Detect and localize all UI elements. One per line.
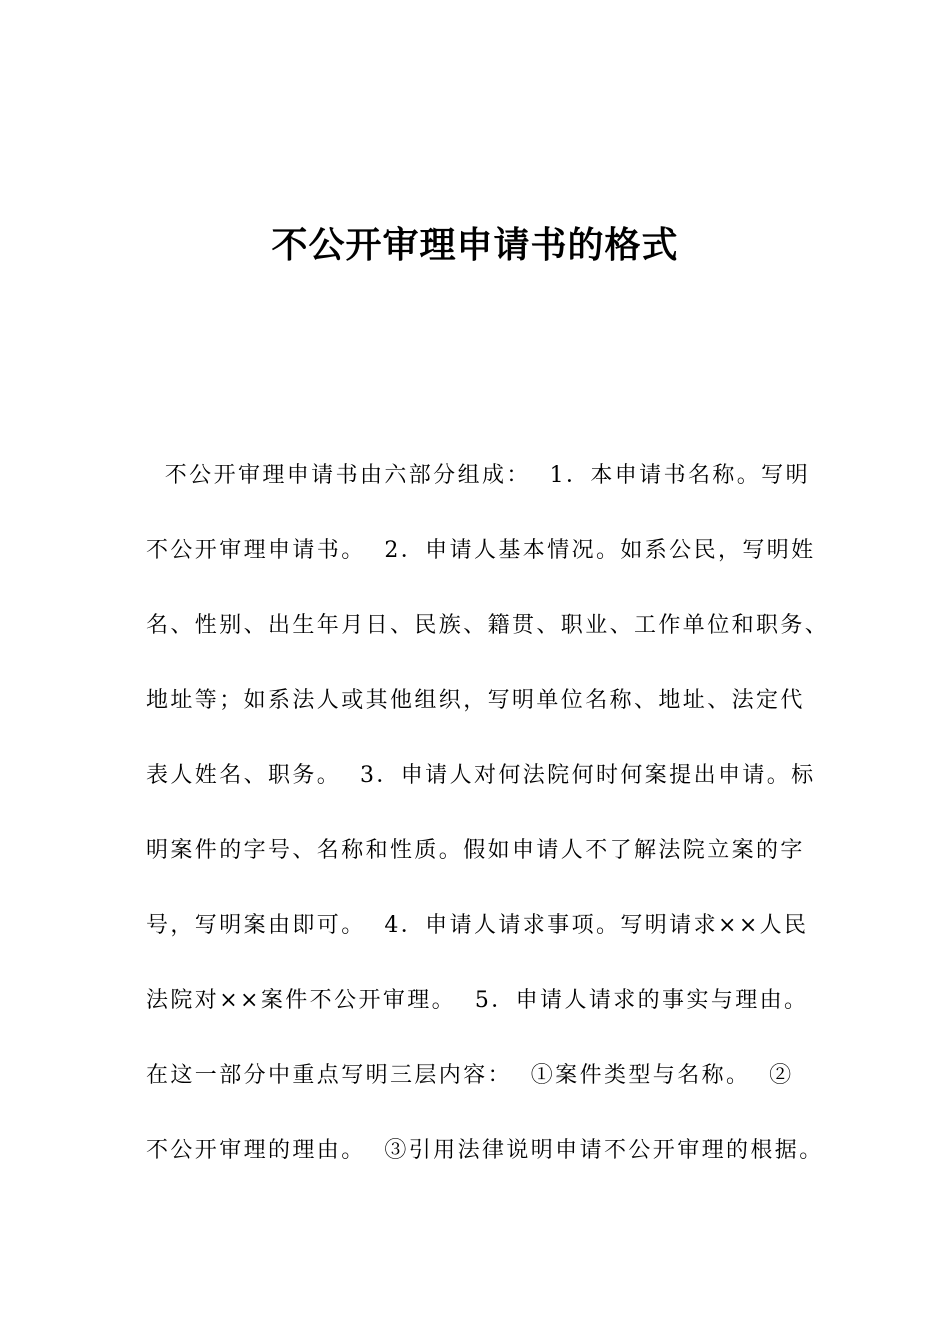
body-line: 不公开审理申请书由六部分组成： 1．本申请书名称。写明 — [146, 463, 810, 488]
body-line: 法院对××案件不公开审理。 5．申请人请求的事实与理由。 — [146, 988, 809, 1013]
body-line: 在这一部分中重点写明三层内容： ①案件类型与名称。 ② — [146, 1063, 794, 1088]
document-title: 不公开审理申请书的格式 — [271, 225, 679, 266]
body-line: 号，写明案由即可。 4．申请人请求事项。写明请求××人民 — [146, 913, 809, 938]
body-line: 不公开审理的理由。 ③引用法律说明申请不公开审理的根据。 — [146, 1138, 824, 1163]
body-line: 明案件的字号、名称和性质。假如申请人不了解法院立案的字 — [146, 838, 805, 863]
body-line: 名、性别、出生年月日、民族、籍贯、职业、工作单位和职务、 — [146, 613, 830, 638]
body-line: 地址等；如系法人或其他组织，写明单位名称、地址、法定代 — [146, 688, 805, 713]
body-line: 表人姓名、职务。 3．申请人对何法院何时何案提出申请。标 — [146, 763, 816, 788]
body-line: 不公开审理申请书。 2．申请人基本情况。如系公民，写明姓 — [146, 538, 816, 563]
